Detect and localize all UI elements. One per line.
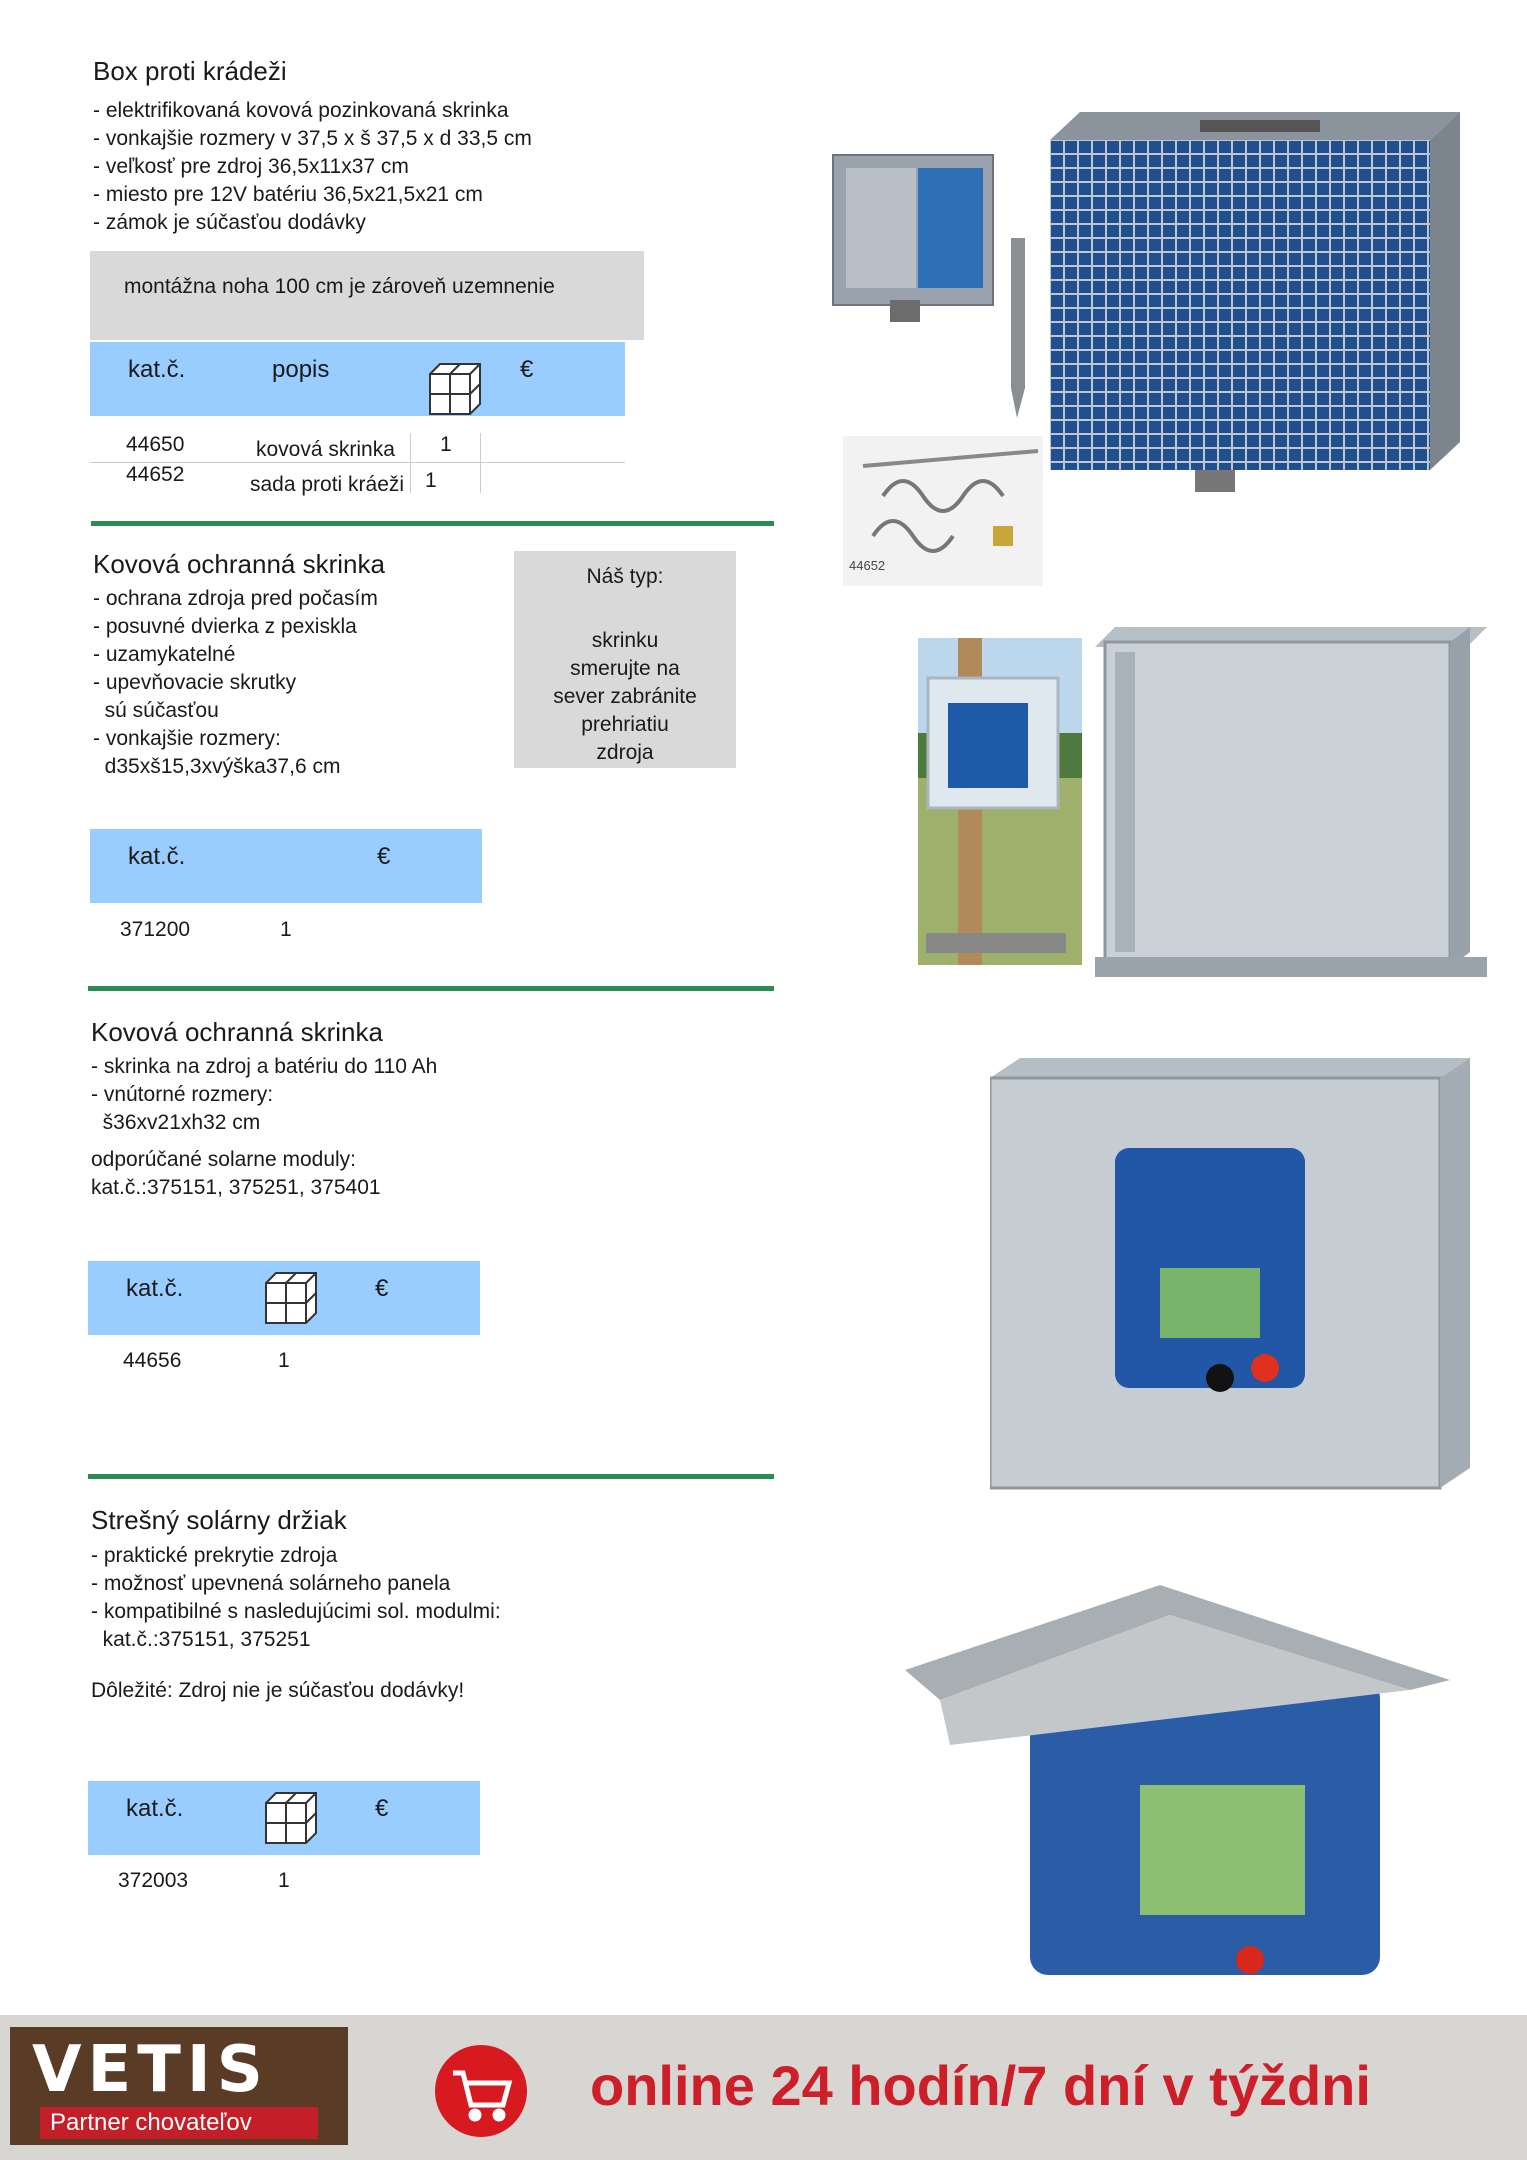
cell-qty: 1 (278, 1349, 290, 1372)
section-divider (88, 1474, 774, 1479)
bullet: - ochrana zdroja pred počasím (93, 587, 378, 610)
header-popis: popis (272, 356, 330, 383)
section4-table-header (88, 1781, 480, 1855)
section4-title: Strešný solárny držiak (91, 1505, 347, 1535)
tip-line: skrinku (591, 629, 659, 652)
header-kat: kat.č. (126, 1275, 184, 1302)
section2-title: Kovová ochranná skrinka (93, 549, 385, 579)
tip-box (514, 551, 736, 768)
shopping-cart-icon (435, 2045, 527, 2137)
header-euro: € (375, 1795, 389, 1822)
brand-plate (10, 2027, 348, 2145)
section1-note: montážna noha 100 cm je zároveň uzemnenie (124, 275, 555, 298)
bullet: - zámok je súčasťou dodávky (93, 211, 366, 234)
bullet: - upevňovacie skrutky (93, 671, 297, 694)
extra-line: kat.č.:375151, 375251, 375401 (91, 1176, 381, 1199)
section1-note-box (90, 251, 644, 340)
box-icon (428, 362, 482, 416)
cell-popis: kovová skrinka (256, 438, 395, 461)
tip-line: smerujte na (570, 657, 680, 680)
brand-logo: VETIS (32, 2033, 269, 2107)
section4-bullets (91, 1542, 501, 1654)
metal-cabinet-photo (1095, 627, 1487, 982)
bullet: - vnútorné rozmery: (91, 1083, 274, 1106)
section-divider (88, 986, 774, 991)
section1-bullets (93, 97, 532, 237)
section2-bullets (93, 585, 378, 781)
theft-kit-photo (843, 436, 1043, 586)
bullet: - miesto pre 12V batériu 36,5x21,5x21 cm (93, 183, 483, 206)
section-divider (91, 521, 774, 526)
cell-kat: 371200 (120, 918, 191, 941)
header-kat: kat.č. (128, 356, 186, 383)
section3-title: Kovová ochranná skrinka (91, 1017, 383, 1047)
cell-kat: 44652 (126, 463, 185, 486)
tip-line: sever zabránite (553, 685, 697, 708)
cell-popis: sada proti kráeži (250, 473, 405, 496)
field-mount-photo (918, 638, 1082, 965)
bullet: - skrinka na zdroj a batériu do 110 Ah (91, 1055, 438, 1078)
cell-kat: 44650 (126, 433, 185, 456)
small-cabinet-photo (828, 150, 1008, 325)
tip-line: zdroja (596, 741, 654, 764)
tip-line: prehriatiu (581, 713, 669, 736)
section4-warning: Dôležité: Zdroj nie je súčasťou dodávky! (91, 1679, 465, 1702)
tagline-bar (40, 2107, 318, 2139)
cell-qty: 1 (425, 469, 437, 492)
extra-line: odporúčané solarne moduly: (91, 1148, 357, 1171)
cell-qty: 1 (278, 1869, 290, 1892)
cell-kat: 372003 (118, 1869, 189, 1892)
header-euro: € (520, 356, 534, 383)
kit-label: 44652 (849, 558, 886, 573)
bullet: kat.č.:375151, 375251 (91, 1628, 311, 1651)
header-euro: € (375, 1275, 389, 1302)
bullet: d35xš15,3xvýška37,6 cm (93, 755, 341, 778)
bullet: sú súčasťou (93, 699, 219, 722)
section2-table-header (90, 829, 482, 903)
mesh-box-photo (1050, 112, 1460, 492)
tagline: Partner chovateľov (50, 2109, 252, 2136)
divider (480, 433, 481, 493)
cell-kat: 44656 (123, 1349, 182, 1372)
divider (410, 433, 411, 493)
bullet: - elektrifikovaná kovová pozinkovaná skrinka (93, 99, 509, 122)
cell-qty: 1 (280, 918, 292, 941)
bullet: - praktické prekrytie zdroja (91, 1544, 338, 1567)
section1-title: Box proti krádeži (93, 56, 287, 86)
tip-title: Náš typ: (586, 565, 664, 588)
bullet: - uzamykatelné (93, 643, 236, 666)
bullet: - vonkajšie rozmery v 37,5 x š 37,5 x d 33,5 cm (93, 127, 532, 150)
cell-qty: 1 (440, 433, 452, 456)
battery-cabinet-photo (990, 1058, 1470, 1498)
bullet: - kompatibilné s nasledujúcimi sol. modulmi: (91, 1600, 501, 1623)
bullet: - vonkajšie rozmery: (93, 727, 281, 750)
header-kat: kat.č. (128, 843, 186, 870)
section3-extra (91, 1146, 381, 1202)
mounting-leg-photo (1003, 238, 1033, 418)
bullet: - veľkosť pre zdroj 36,5x11x37 cm (93, 155, 409, 178)
header-kat: kat.č. (126, 1795, 184, 1822)
box-icon (264, 1271, 318, 1325)
bullet: š36xv21xh32 cm (91, 1111, 261, 1134)
box-icon (264, 1791, 318, 1845)
solar-roof-photo (870, 1585, 1470, 1975)
section1-table-header (90, 342, 625, 416)
section3-table-header (88, 1261, 480, 1335)
footer-banner (0, 2015, 1527, 2160)
section3-bullets (91, 1053, 437, 1137)
header-euro: € (377, 843, 391, 870)
bullet: - možnosť upevnená solárneho panela (91, 1572, 451, 1595)
slogan: online 24 hodín/7 dní v týždni (590, 2054, 1371, 2117)
bullet: - posuvné dvierka z pexiskla (93, 615, 357, 638)
